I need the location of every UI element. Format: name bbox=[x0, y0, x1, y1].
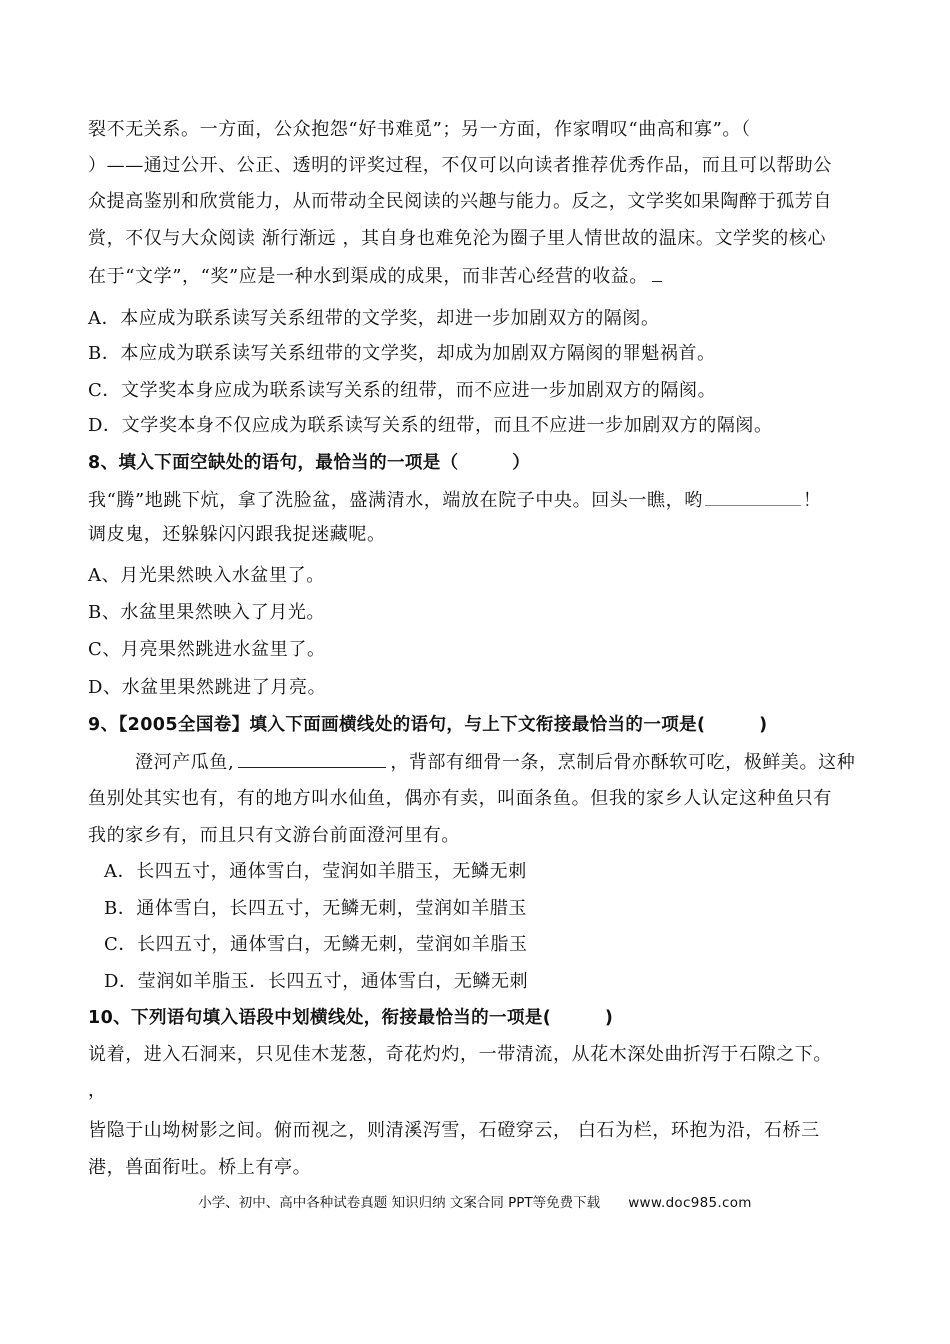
q10-heading: 10、下列语句填入语段中划横线处，衔接最恰当的一项是( ) bbox=[88, 1008, 614, 1028]
q7-option-b: B．本应成为联系读写关系纽带的文学奖，却成为加剧双方隔阂的罪魁祸首。 bbox=[88, 343, 716, 364]
q8-option-b: B、水盆里果然映入了月光。 bbox=[88, 602, 326, 623]
q8-answer-blank bbox=[705, 487, 801, 506]
q10-passage-line-4: 港，兽面衔吐。桥上有亭。 bbox=[88, 1157, 312, 1178]
q8-option-d: D、水盆里果然跳进了月亮。 bbox=[88, 677, 327, 698]
q10-passage-line-2: ， bbox=[88, 1080, 107, 1101]
q10-passage-line-1: 说着，进入石洞来，只见佳木茏葱，奇花灼灼，一带清流，从花木深处曲折泻于石隙之下。 bbox=[88, 1044, 832, 1065]
q9-option-d: D．莹润如羊脂玉．长四五寸，通体雪白，无鳞无刺 bbox=[104, 971, 529, 992]
q7-passage-line-3: 众提高鉴别和欣赏能力，从而带动全民阅读的兴趣与能力。反之，文学奖如果陶醉于孤芳自 bbox=[88, 191, 832, 212]
q7-passage-line-1: 裂不无关系。一方面，公众抱怨“好书难觅”；另一方面，作家喟叹“曲高和寡”。（ bbox=[88, 119, 751, 140]
q8-option-a: A、月光果然映入水盆里了。 bbox=[88, 565, 325, 586]
q9-answer-blank bbox=[238, 749, 386, 768]
q9-passage-start: 澄河产瓜鱼, bbox=[135, 752, 235, 773]
q9-heading: 9、【2005全国卷】填入下面画横线处的语句，与上下文衔接最恰当的一项是( ) bbox=[88, 715, 768, 735]
q8-option-c: C、月亮果然跳进水盆里了。 bbox=[88, 639, 326, 660]
q7-answer-blank bbox=[652, 263, 662, 282]
q7-passage-line-2: ）——通过公开、公正、透明的评奖过程，不仅可以向读者推荐优秀作品，而且可以帮助公 bbox=[88, 155, 832, 176]
footer-url[interactable]: www.doc985.com bbox=[628, 1195, 752, 1211]
q10-passage-line-3: 皆隐于山坳树影之间。俯而视之，则清溪泻雪，石磴穿云， 白石为栏，环抱为沿，石桥三 bbox=[88, 1120, 820, 1141]
page-footer bbox=[0, 1191, 950, 1211]
q9-option-a: A．长四五寸，通体雪白，莹润如羊腊玉，无鳞无刺 bbox=[104, 861, 527, 882]
q8-heading: 8、填入下面空缺处的语句，最恰当的一项是（ ） bbox=[88, 453, 531, 473]
q9-passage-line-2: 鱼别处其实也有，有的地方叫水仙鱼，偶亦有卖，叫面条鱼。但我的家乡人认定这种鱼只有 bbox=[88, 788, 832, 809]
q9-option-c: C．长四五寸，通体雪白，无鳞无刺，莹润如羊脂玉 bbox=[104, 934, 528, 955]
q9-option-b: B．通体雪白，长四五寸，无鳞无刺，莹润如羊腊玉 bbox=[104, 898, 528, 919]
q9-passage-rest: ，背部有细骨一条，烹制后骨亦酥软可吃，极鲜美。这种 bbox=[390, 752, 856, 773]
q9-passage-line-1 bbox=[135, 749, 855, 775]
q7-option-d: D．文学奖本身不仅应成为联系读写关系的纽带，而且不应进一步加剧双方的隔阂。 bbox=[88, 415, 773, 436]
q7-passage-line-5-text: 在于“文学”，“奖”应是一种水到渠成的成果，而非苦心经营的收益。 bbox=[88, 266, 649, 287]
q7-passage-line-4: 赏，不仅与大众阅读 渐行渐远 ，其自身也难免沦为圈子里人情世故的温床。文学奖的核心 bbox=[88, 228, 827, 249]
q7-option-c: C．文学奖本身应成为联系读写关系的纽带，而不应进一步加剧双方的隔阂。 bbox=[88, 380, 717, 401]
q8-passage-line-2: 调皮鬼，还躲躲闪闪跟我捉迷藏呢。 bbox=[88, 524, 386, 545]
q9-passage-line-3: 我的家乡有，而且只有文游台前面澄河里有。 bbox=[88, 825, 460, 846]
q7-option-a: A．本应成为联系读写关系纽带的文学奖，却进一步加剧双方的隔阂。 bbox=[88, 308, 660, 329]
q8-passage-line-1 bbox=[88, 487, 821, 513]
footer-text: 小学、初中、高中各种试卷真题 知识归纳 文案合同 PPT等免费下载 bbox=[198, 1195, 601, 1211]
q7-passage-line-5 bbox=[88, 263, 662, 289]
q8-passage-before: 我“腾”地跳下炕，拿了洗脸盆，盛满清水，端放在院子中央。回头一瞧，哟 bbox=[88, 490, 703, 511]
q8-passage-after: ！ bbox=[802, 490, 822, 511]
